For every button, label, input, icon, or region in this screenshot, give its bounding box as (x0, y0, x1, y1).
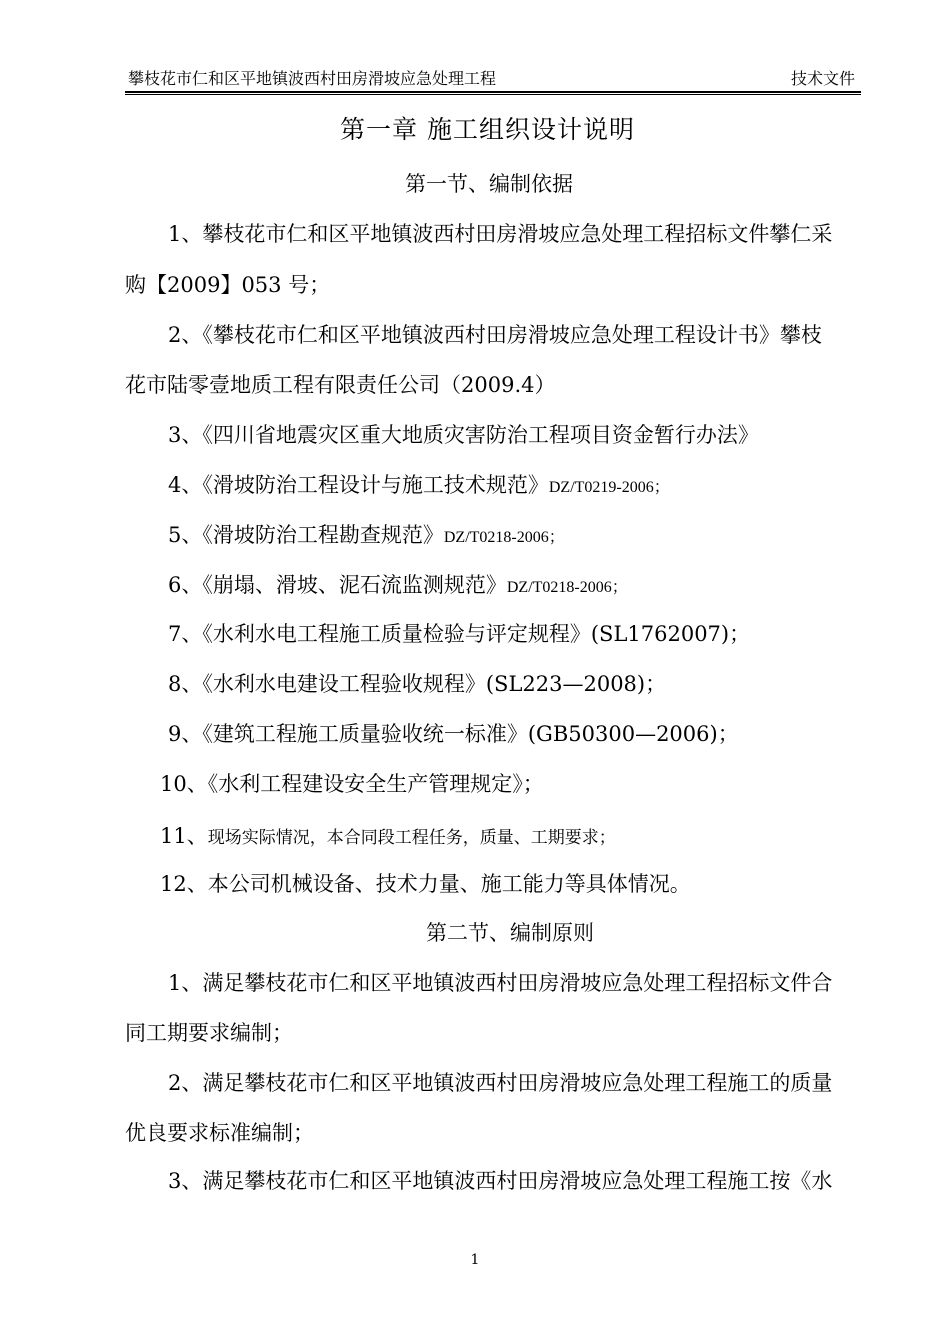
principle-item-2-line2: 优良要求标准编制； (125, 1121, 314, 1145)
chapter-title: 第一章 施工组织设计说明 (340, 115, 635, 144)
principle-item-1-line2: 同工期要求编制； (125, 1021, 293, 1045)
basis-item-6 (168, 571, 628, 602)
basis-item-4-code: DZ/T0219-2006； (548, 479, 670, 496)
basis-item-11-text: 现场实际情况，本合同段工程任务，质量、工期要求； (207, 828, 616, 848)
basis-item-1-line2: 购【2009】053 号； (125, 273, 331, 297)
basis-item-2-line2: 花市陆零壹地质工程有限责任公司（2009.4） (125, 373, 556, 397)
basis-item-12: 12、本公司机械设备、技术力量、施工能力等具体情况。 (160, 872, 691, 896)
principle-item-2-line1: 2、满足攀枝花市仁和区平地镇波西村田房滑坡应急处理工程施工的质量 (168, 1071, 833, 1095)
basis-item-11-num: 11、 (160, 824, 208, 848)
basis-item-8: 8、《水利水电建设工程验收规程》(SL223—2008)； (168, 672, 667, 696)
basis-item-6-text: 6、《崩塌、滑坡、泥石流监测规范》 (168, 573, 507, 597)
basis-item-4-text: 4、《滑坡防治工程设计与施工技术规范》 (168, 473, 549, 497)
principle-item-1-line1: 1、满足攀枝花市仁和区平地镇波西村田房滑坡应急处理工程招标文件合 (168, 971, 833, 995)
header-rule (125, 91, 861, 93)
basis-item-6-code: DZ/T0218-2006； (506, 579, 628, 596)
header-project-title: 攀枝花市仁和区平地镇波西村田房滑坡应急处理工程 (128, 69, 497, 88)
basis-item-5-code: DZ/T0218-2006； (443, 529, 565, 546)
principle-item-3-line1: 3、满足攀枝花市仁和区平地镇波西村田房滑坡应急处理工程施工按《水 (168, 1169, 833, 1193)
basis-item-11 (160, 822, 616, 852)
basis-item-5 (168, 521, 565, 552)
header-rule-thin (125, 94, 861, 95)
page-header (125, 68, 861, 90)
basis-item-9: 9、《建筑工程施工质量验收统一标准》(GB50300—2006)； (168, 722, 739, 746)
basis-item-4 (168, 471, 670, 502)
header-doc-type: 技术文件 (790, 69, 855, 88)
section-title-principles: 第二节、编制原则 (426, 921, 594, 945)
basis-item-2-line1: 2、《攀枝花市仁和区平地镇波西村田房滑坡应急处理工程设计书》攀枝 (168, 323, 822, 347)
basis-item-10: 10、《水利工程建设安全生产管理规定》； (160, 772, 544, 796)
page-number: 1 (470, 1252, 480, 1268)
basis-item-1-line1: 1、攀枝花市仁和区平地镇波西村田房滑坡应急处理工程招标文件攀仁采 (168, 222, 833, 246)
basis-item-7: 7、《水利水电工程施工质量检验与评定规程》(SL1762007)； (168, 622, 751, 646)
basis-item-5-text: 5、《滑坡防治工程勘查规范》 (168, 523, 444, 547)
section-title-basis: 第一节、编制依据 (405, 172, 573, 196)
basis-item-3: 3、《四川省地震灾区重大地质灾害防治工程项目资金暂行办法》 (168, 423, 759, 447)
